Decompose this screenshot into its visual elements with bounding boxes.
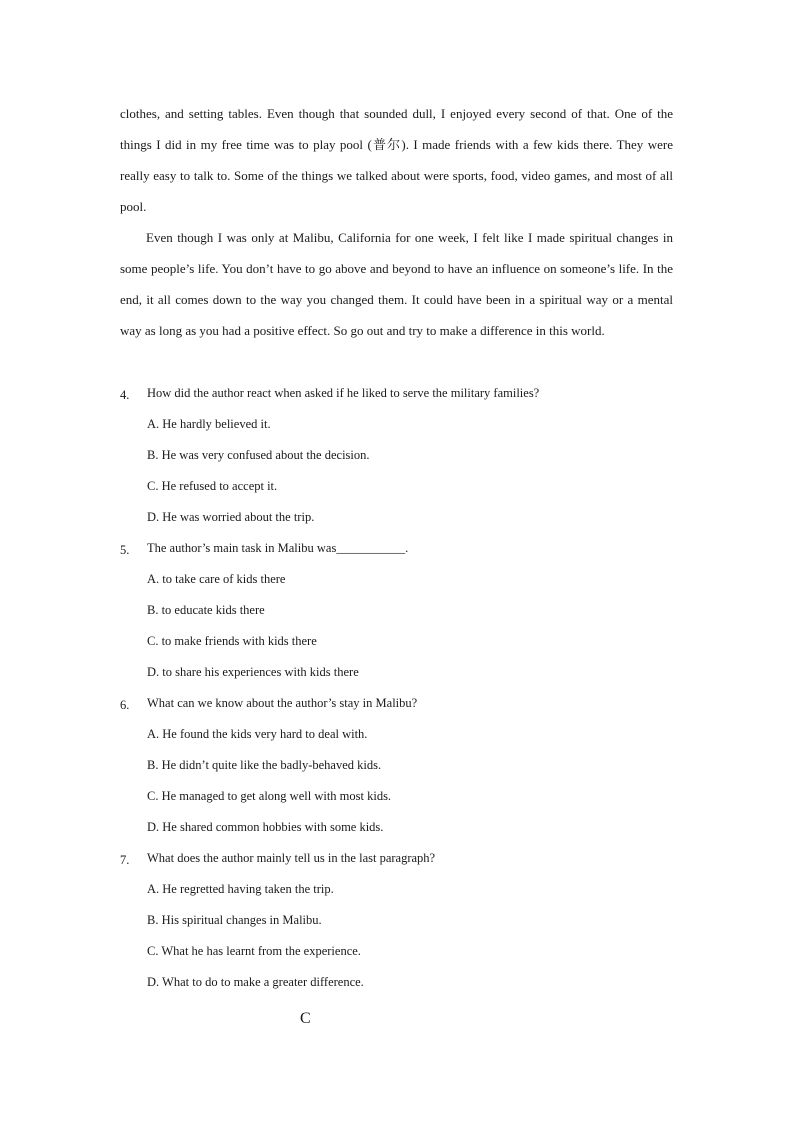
- option-d: D. He shared common hobbies with some kids.: [147, 820, 384, 834]
- reading-passage: [120, 98, 673, 346]
- passage-paragraph: clothes, and setting tables. Even though that sounded dull, I enjoyed every second of that. One of the things I did in my free time was to play pool (普尔). I made friends with a few kids there. They were really easy to talk to. Some of the things we talked about were sports, food, video games, and most of all pool.: [120, 106, 673, 214]
- question-stem: [120, 688, 680, 719]
- question-number: 6.: [120, 698, 130, 712]
- question-stem: [120, 843, 680, 874]
- option-c: C. to make friends with kids there: [147, 634, 317, 648]
- passage-paragraph: Even though I was only at Malibu, California for one week, I felt like I made spiritual changes in some people’s life. You don’t have to go above and beyond to have an influence on someone’s life. In the end, it all comes down to the way you changed them. It could have been in a spiritual way or a mental way as long as you had a positive effect. So go out and try to make a difference in this world.: [120, 230, 673, 338]
- question-number: 7.: [120, 853, 130, 867]
- question-stem: [120, 378, 680, 409]
- option-d: D. He was worried about the trip.: [147, 510, 315, 524]
- question-text: The author’s main task in Malibu was___________.: [147, 541, 409, 555]
- question-5: [120, 533, 680, 688]
- question-6: [120, 688, 680, 843]
- option-c: C. What he has learnt from the experience.: [147, 944, 361, 958]
- question-list: [120, 378, 680, 998]
- option-a: A. He regretted having taken the trip.: [147, 882, 334, 896]
- option-d: D. What to do to make a greater difference.: [147, 975, 364, 989]
- question-text: What can we know about the author’s stay in Malibu?: [147, 696, 418, 710]
- option-a: A. He hardly believed it.: [147, 417, 271, 431]
- question-number: 5.: [120, 543, 130, 557]
- question-number: 4.: [120, 388, 130, 402]
- option-d: D. to share his experiences with kids there: [147, 665, 359, 679]
- question-text: How did the author react when asked if he liked to serve the military families?: [147, 386, 540, 400]
- question-stem: [120, 533, 680, 564]
- option-a: A. to take care of kids there: [147, 572, 286, 586]
- option-b: B. He didn’t quite like the badly-behaved kids.: [147, 758, 382, 772]
- question-7: [120, 843, 680, 998]
- option-b: B. He was very confused about the decision.: [147, 448, 370, 462]
- option-c: C. He managed to get along well with most kids.: [147, 789, 392, 803]
- option-a: A. He found the kids very hard to deal with.: [147, 727, 368, 741]
- option-b: B. to educate kids there: [147, 603, 265, 617]
- section-heading: C: [300, 1010, 311, 1027]
- option-b: B. His spiritual changes in Malibu.: [147, 913, 322, 927]
- question-text: What does the author mainly tell us in the last paragraph?: [147, 851, 436, 865]
- option-c: C. He refused to accept it.: [147, 479, 278, 493]
- question-4: [120, 378, 680, 533]
